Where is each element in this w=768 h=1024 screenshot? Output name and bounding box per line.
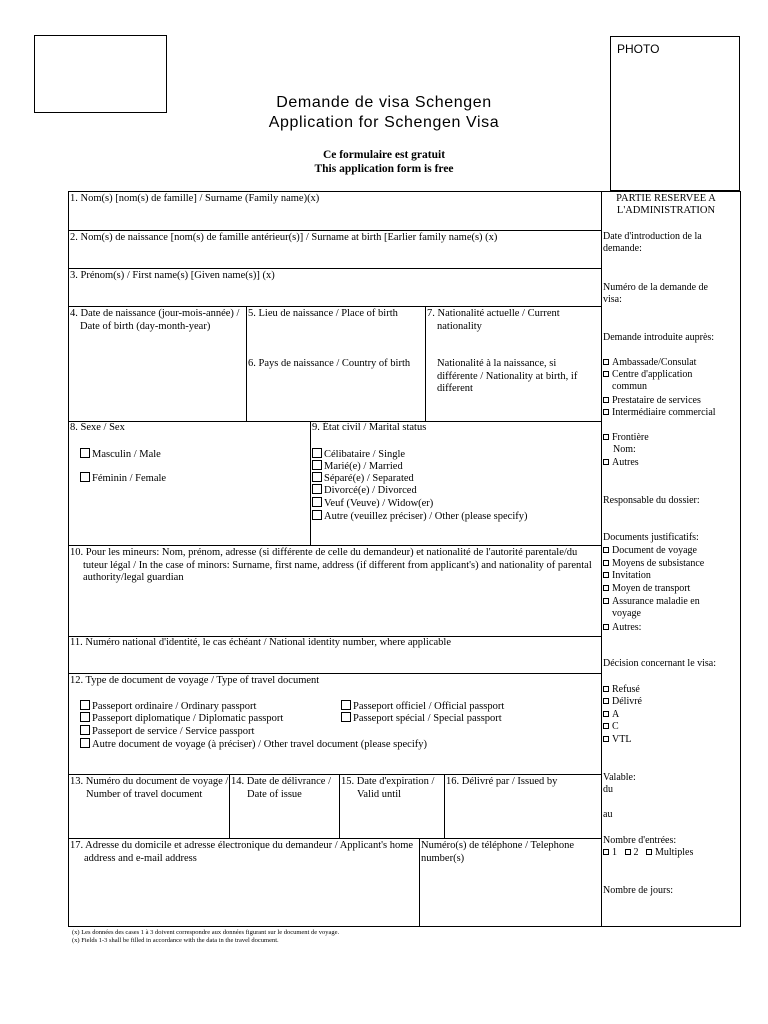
field-15-valid-until[interactable]: 15. Date d'expiration / Valid until [341,776,435,800]
field-8-sex: 8. Sexe / Sex [70,422,125,433]
admin-option[interactable]: Assurance maladie en voyage [603,596,729,621]
checkbox[interactable] [603,624,609,630]
marital-widowed[interactable]: Veuf (Veuve) / Widow(er) [312,497,433,511]
admin-option[interactable]: Prestataire de services [603,395,729,407]
admin-option[interactable]: Intermédiaire commercial [603,407,729,419]
doc-diplomatic-option[interactable]: Passeport diplomatique / Diplomatic passport [80,712,283,726]
admin-option[interactable]: Refusé [603,684,729,696]
checkbox[interactable] [603,736,609,742]
admin-option[interactable]: Moyens de subsistance [603,558,729,570]
field-17-telephone[interactable]: Numéro(s) de téléphone / Telephone number(s) [421,840,575,864]
checkbox[interactable] [80,700,90,710]
admin-days-label: Nombre de jours: [603,885,673,896]
admin-heading: PARTIE RESERVEE A L'ADMINISTRATION [616,193,716,217]
checkbox[interactable] [312,472,322,482]
admin-option[interactable]: Autres: [603,622,729,634]
free-fr: Ce formulaire est gratuit [322,149,446,161]
sex-female-option[interactable]: Féminin / Female [80,472,166,486]
field-10-minors-guardian[interactable]: 10. Pour les mineurs: Nom, prénom, adresse (si différente de celle du demandeur) et nationalité de l'autorité parentale/du tuteur légal / In the case of minors: Surname, first name, address (if different from applicant's) and nationality of parental authority/legal guardian [70,547,592,583]
checkbox[interactable] [312,460,322,470]
footnote-fr: (x) Les données des cases 1 à 3 doivent correspondre aux données figurant sur le document de voyage. [72,929,340,936]
marital-separated[interactable]: Séparé(e) / Separated [312,472,414,486]
checkbox[interactable] [603,459,609,465]
admin-date-intro: Date d'introduction de la demande: [603,231,702,255]
admin-entries-label: Nombre d'entrées: [603,835,677,846]
field-2-surname-at-birth[interactable]: 2. Nom(s) de naissance [nom(s) de famille antérieur(s)] / Surname at birth [Earlier family name(s) (x) [70,232,498,243]
checkbox[interactable] [603,547,609,553]
admin-option[interactable]: A [603,709,729,721]
admin-from-label: du [603,784,613,795]
checkbox[interactable] [603,585,609,591]
field-17-home-address[interactable]: 17. Adresse du domicile et adresse électronique du demandeur / Applicant's home address and e-mail address [70,840,414,864]
admin-option[interactable]: Moyen de transport [603,583,729,595]
field-7-nationality-at-birth[interactable]: Nationalité à la naissance, si différente / Nationality at birth, if different [437,358,578,394]
title-en: Application for Schengen Visa [268,114,500,131]
doc-ordinary-option[interactable]: Passeport ordinaire / Ordinary passport [80,700,256,714]
checkbox[interactable] [603,572,609,578]
field-1-surname[interactable]: 1. Nom(s) [nom(s) de famille] / Surname (Family name)(x) [70,193,320,204]
checkbox[interactable] [341,712,351,722]
admin-entries-options[interactable]: 1 2 Multiples [603,847,729,859]
checkbox[interactable] [603,409,609,415]
admin-case-officer: Responsable du dossier: [603,495,700,506]
field-9-marital-status: 9. État civil / Marital status [312,422,427,433]
sex-male-option[interactable]: Masculin / Male [80,448,161,462]
admin-to-label: au [603,809,613,820]
checkbox[interactable] [312,497,322,507]
checkbox[interactable] [603,686,609,692]
doc-other-option[interactable]: Autre document de voyage (à préciser) / Other travel document (please specify) [80,738,427,752]
checkbox[interactable] [603,359,609,365]
field-5-place-of-birth[interactable]: 5. Lieu de naissance / Place of birth [248,308,398,319]
admin-option[interactable]: Ambassade/Consulat [603,357,729,369]
checkbox[interactable] [312,484,322,494]
checkbox[interactable] [80,725,90,735]
checkbox[interactable] [80,448,90,458]
field-14-date-of-issue[interactable]: 14. Date de délivrance / Date of issue [231,776,331,800]
title-fr: Demande de visa Schengen [276,94,492,111]
checkbox[interactable] [603,698,609,704]
doc-official-option[interactable]: Passeport officiel / Official passport [341,700,504,714]
admin-option[interactable]: Autres [603,457,729,469]
field-3-first-names[interactable]: 3. Prénom(s) / First name(s) [Given name(s)] (x) [70,270,275,281]
admin-option[interactable]: C [603,721,729,733]
admin-supporting-docs: Documents justificatifs: [603,532,699,543]
checkbox[interactable] [341,700,351,710]
marital-married[interactable]: Marié(e) / Married [312,460,403,474]
checkbox[interactable] [646,849,652,855]
admin-application-number: Numéro de la demande de visa: [603,282,708,306]
admin-submitted-at: Demande introduite auprès: [603,332,715,343]
free-en: This application form is free [314,163,454,175]
checkbox[interactable] [625,849,631,855]
checkbox[interactable] [603,397,609,403]
admin-name-label: Nom: [613,444,636,455]
field-16-issued-by[interactable]: 16. Délivré par / Issued by [446,776,558,787]
checkbox[interactable] [603,711,609,717]
marital-divorced[interactable]: Divorcé(e) / Divorced [312,484,417,498]
checkbox[interactable] [312,510,322,520]
checkbox[interactable] [603,598,609,604]
admin-option[interactable]: Invitation [603,570,729,582]
checkbox[interactable] [603,560,609,566]
checkbox[interactable] [80,472,90,482]
checkbox[interactable] [603,723,609,729]
field-4-date-of-birth[interactable]: 4. Date de naissance (jour-mois-année) / Date of birth (day-month-year) [70,308,240,332]
checkbox[interactable] [603,434,609,440]
admin-option[interactable]: VTL [603,734,729,746]
admin-option[interactable]: Centre d'application commun [603,369,729,394]
marital-other[interactable]: Autre (veuillez préciser) / Other (please specify) [312,510,527,524]
checkbox[interactable] [603,371,609,377]
checkbox[interactable] [80,712,90,722]
footnote-en: (x) Fields 1-3 shall be filled in accordance with the data in the travel document. [72,937,279,944]
field-12-travel-document-type: 12. Type de document de voyage / Type of travel document [70,675,320,686]
field-7-nationality[interactable]: 7. Nationalité actuelle / Current nationality [427,308,560,332]
field-11-national-id[interactable]: 11. Numéro national d'identité, le cas échéant / National identity number, where applicable [70,637,451,648]
admin-decision: Décision concernant le visa: [603,658,717,669]
checkbox[interactable] [80,738,90,748]
admin-valid-label: Valable: [603,772,636,783]
field-13-document-number[interactable]: 13. Numéro du document de voyage / Number of travel document [70,776,229,800]
admin-option[interactable]: Frontière [603,432,729,444]
doc-service-option[interactable]: Passeport de service / Service passport [80,725,254,739]
admin-option[interactable]: Document de voyage [603,545,729,557]
photo-label: PHOTO [617,42,660,56]
doc-special-option[interactable]: Passeport spécial / Special passport [341,712,502,726]
checkbox[interactable] [312,448,322,458]
field-6-country-of-birth[interactable]: 6. Pays de naissance / Country of birth [248,358,411,369]
checkbox[interactable] [603,849,609,855]
marital-single[interactable]: Célibataire / Single [312,448,405,462]
admin-option[interactable]: Délivré [603,696,729,708]
